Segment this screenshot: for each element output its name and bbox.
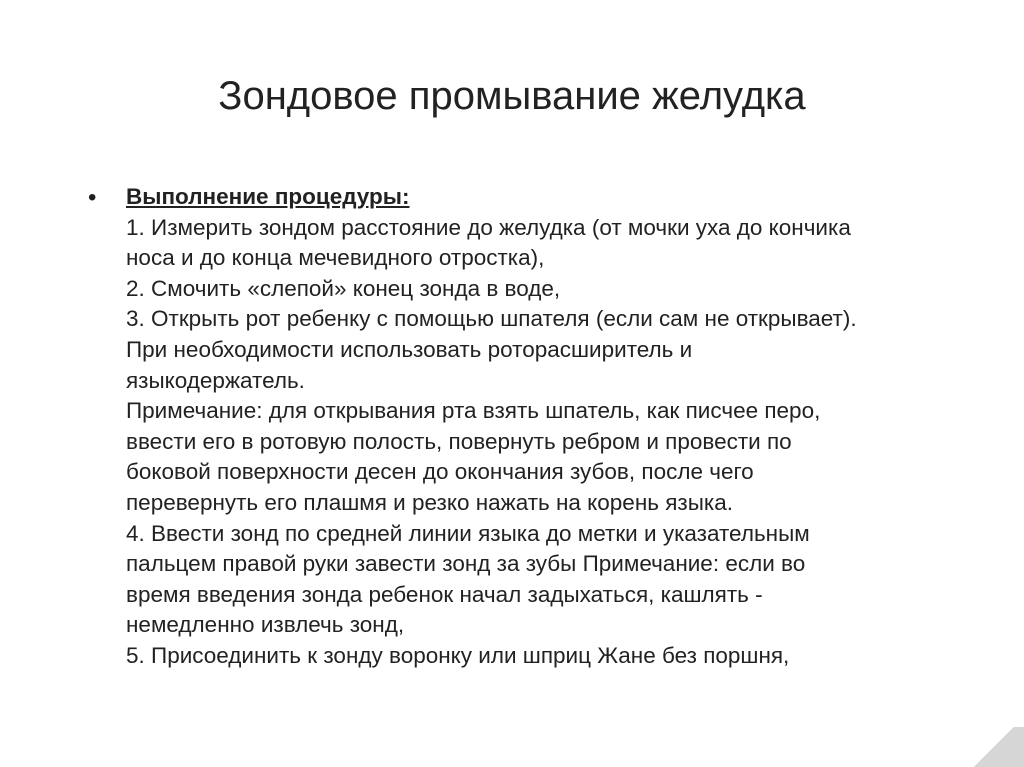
text-line: перевернуть его плашмя и резко нажать на корень языка.	[126, 489, 733, 515]
bullet-symbol: •	[88, 184, 97, 211]
slide-title: Зондовое промывание желудка	[218, 74, 806, 118]
text-line: боковой поверхности десен до окончания зубов, после чего	[126, 459, 754, 485]
text-line: 4. Ввести зонд по средней линии языка до метки и указательным	[126, 520, 810, 546]
text-line: Примечание: для открывания рта взять шпатель, как писчее перо,	[126, 398, 821, 424]
text-line: 3. Открыть рот ребенку с помощью шпателя (если сам не открывает).	[126, 306, 857, 332]
text-line: немедленно извлечь зонд,	[126, 612, 405, 638]
text-line: носа и до конца мечевидного отростка),	[126, 245, 545, 271]
text-line: время введения зонда ребенок начал задыхаться, кашлять -	[126, 581, 763, 607]
page-curl-corner	[964, 727, 1024, 767]
text-line: ввести его в ротовую полость, повернуть ребром и провести по	[126, 428, 792, 454]
text-line: 1. Измерить зондом расстояние до желудка (от мочки уха до кончика	[126, 214, 851, 240]
text-line: 5. Присоединить к зонду воронку или шприц Жане без поршня,	[126, 642, 790, 668]
text-line: пальцем правой руки завести зонд за зубы Примечание: если во	[126, 551, 806, 577]
text-line: языкодержатель.	[126, 367, 305, 393]
text-line: При необходимости использовать роторасширитель и	[126, 336, 693, 362]
procedure-heading: Выполнение процедуры:	[126, 184, 410, 209]
text-line: 2. Смочить «слепой» конец зонда в воде,	[126, 275, 561, 301]
bullet-content	[126, 182, 976, 672]
